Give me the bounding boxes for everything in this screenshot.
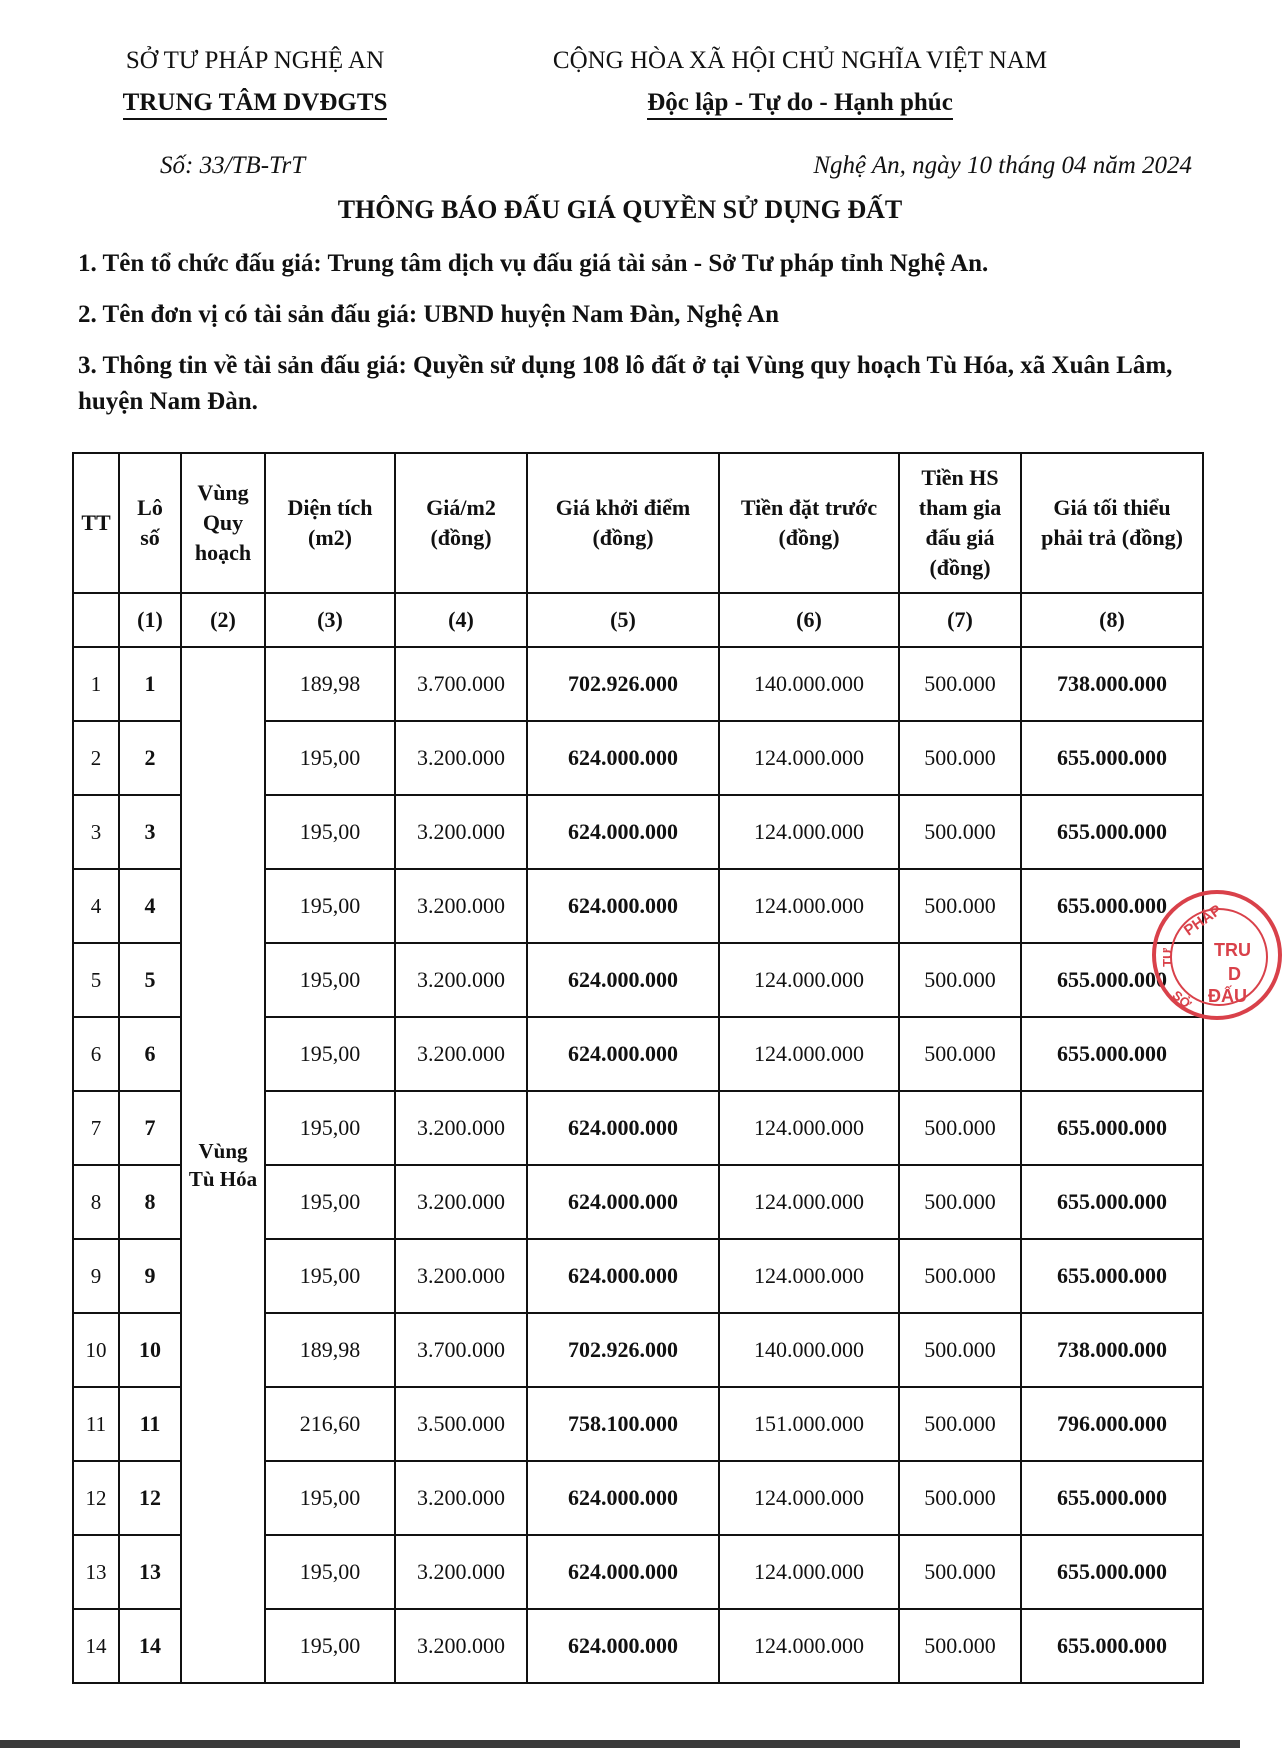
row-lot: 9: [119, 1239, 181, 1313]
row-min-price: 655.000.000: [1021, 1461, 1203, 1535]
row-fee: 500.000: [899, 647, 1021, 721]
row-lot: 10: [119, 1313, 181, 1387]
row-min-price: 655.000.000: [1021, 869, 1203, 943]
document-number: Số: 33/TB-TrT: [160, 152, 306, 179]
row-start-price: 624.000.000: [527, 1535, 719, 1609]
index-cell: (7): [899, 593, 1021, 647]
row-fee: 500.000: [899, 721, 1021, 795]
row-fee: 500.000: [899, 1017, 1021, 1091]
row-deposit: 124.000.000: [719, 1017, 899, 1091]
row-deposit: 124.000.000: [719, 795, 899, 869]
column-index-row: [73, 593, 1203, 647]
row-area: 189,98: [265, 647, 395, 721]
row-price-m2: 3.200.000: [395, 1535, 527, 1609]
row-deposit: 124.000.000: [719, 721, 899, 795]
row-fee: 500.000: [899, 869, 1021, 943]
row-min-price: 655.000.000: [1021, 721, 1203, 795]
row-lot: 3: [119, 795, 181, 869]
row-lot: 1: [119, 647, 181, 721]
row-start-price: 624.000.000: [527, 795, 719, 869]
row-fee: 500.000: [899, 1387, 1021, 1461]
row-fee: 500.000: [899, 1535, 1021, 1609]
row-price-m2: 3.200.000: [395, 795, 527, 869]
row-lot: 11: [119, 1387, 181, 1461]
row-min-price: 738.000.000: [1021, 647, 1203, 721]
row-fee: 500.000: [899, 1091, 1021, 1165]
row-tt: 7: [73, 1091, 119, 1165]
header-zone: Vùng Quy hoạch: [181, 453, 265, 593]
row-lot: 14: [119, 1609, 181, 1683]
document-date: Nghệ An, ngày 10 tháng 04 năm 2024: [813, 152, 1192, 179]
row-area: 195,00: [265, 795, 395, 869]
row-area: 195,00: [265, 869, 395, 943]
issuer-block: [70, 40, 440, 124]
row-area: 195,00: [265, 1017, 395, 1091]
row-area: 195,00: [265, 721, 395, 795]
row-deposit: 124.000.000: [719, 1461, 899, 1535]
row-deposit: 151.000.000: [719, 1387, 899, 1461]
row-price-m2: 3.700.000: [395, 1313, 527, 1387]
row-area: 195,00: [265, 1239, 395, 1313]
row-start-price: 624.000.000: [527, 1461, 719, 1535]
row-area: 195,00: [265, 1165, 395, 1239]
national-motto: Độc lập - Tự do - Hạnh phúc: [647, 88, 953, 120]
row-min-price: 796.000.000: [1021, 1387, 1203, 1461]
row-min-price: 655.000.000: [1021, 1165, 1203, 1239]
row-price-m2: 3.200.000: [395, 943, 527, 1017]
row-start-price: 624.000.000: [527, 1017, 719, 1091]
row-lot: 5: [119, 943, 181, 1017]
row-price-m2: 3.200.000: [395, 1609, 527, 1683]
row-deposit: 124.000.000: [719, 1091, 899, 1165]
index-cell: (6): [719, 593, 899, 647]
scan-edge: [0, 1740, 1240, 1748]
row-lot: 6: [119, 1017, 181, 1091]
row-deposit: 124.000.000: [719, 1165, 899, 1239]
row-price-m2: 3.200.000: [395, 1239, 527, 1313]
row-lot: 13: [119, 1535, 181, 1609]
row-lot: 2: [119, 721, 181, 795]
index-cell: (5): [527, 593, 719, 647]
header-min-price: Giá tối thiểu phải trả (đồng): [1021, 453, 1203, 593]
header-tt: TT: [73, 453, 119, 593]
table-row: [73, 647, 1203, 721]
row-fee: 500.000: [899, 1609, 1021, 1683]
row-deposit: 124.000.000: [719, 943, 899, 1017]
row-fee: 500.000: [899, 1165, 1021, 1239]
row-start-price: 702.926.000: [527, 647, 719, 721]
row-tt: 9: [73, 1239, 119, 1313]
table-header-row: [73, 453, 1203, 593]
row-area: 195,00: [265, 943, 395, 1017]
row-area: 195,00: [265, 1091, 395, 1165]
row-price-m2: 3.200.000: [395, 1091, 527, 1165]
header-lot: Lô số: [119, 453, 181, 593]
row-start-price: 702.926.000: [527, 1313, 719, 1387]
row-tt: 11: [73, 1387, 119, 1461]
row-min-price: 655.000.000: [1021, 1239, 1203, 1313]
row-deposit: 124.000.000: [719, 1609, 899, 1683]
row-deposit: 140.000.000: [719, 647, 899, 721]
row-tt: 14: [73, 1609, 119, 1683]
row-start-price: 624.000.000: [527, 721, 719, 795]
row-price-m2: 3.200.000: [395, 721, 527, 795]
row-min-price: 655.000.000: [1021, 1535, 1203, 1609]
header-price-m2: Giá/m2 (đồng): [395, 453, 527, 593]
row-fee: 500.000: [899, 1239, 1021, 1313]
row-min-price: 655.000.000: [1021, 1091, 1203, 1165]
index-cell: (3): [265, 593, 395, 647]
row-price-m2: 3.200.000: [395, 1461, 527, 1535]
asset-owner: 2. Tên đơn vị có tài sản đấu giá: UBND huyện Nam Đàn, Nghệ An: [78, 301, 780, 328]
index-cell: (4): [395, 593, 527, 647]
row-lot: 7: [119, 1091, 181, 1165]
index-cell: (8): [1021, 593, 1203, 647]
row-fee: 500.000: [899, 1313, 1021, 1387]
row-lot: 12: [119, 1461, 181, 1535]
row-start-price: 624.000.000: [527, 869, 719, 943]
row-price-m2: 3.700.000: [395, 647, 527, 721]
header-start-price: Giá khởi điểm (đồng): [527, 453, 719, 593]
row-min-price: 655.000.000: [1021, 943, 1203, 1017]
row-area: 189,98: [265, 1313, 395, 1387]
row-start-price: 624.000.000: [527, 1239, 719, 1313]
row-price-m2: 3.200.000: [395, 1165, 527, 1239]
issuer-department: SỞ TƯ PHÁP NGHỆ AN: [125, 47, 385, 74]
row-tt: 2: [73, 721, 119, 795]
row-price-m2: 3.200.000: [395, 869, 527, 943]
index-cell-empty: [73, 593, 119, 647]
zone-cell: Vùng Tù Hóa: [181, 647, 265, 1683]
header-fee: Tiền HS tham gia đấu giá (đồng): [899, 453, 1021, 593]
official-seal: PHÁP TRU D ĐẤU TƯ SỞ: [1152, 890, 1282, 1020]
row-area: 216,60: [265, 1387, 395, 1461]
row-tt: 8: [73, 1165, 119, 1239]
row-tt: 5: [73, 943, 119, 1017]
row-area: 195,00: [265, 1609, 395, 1683]
row-tt: 4: [73, 869, 119, 943]
header-deposit: Tiền đặt trước (đồng): [719, 453, 899, 593]
row-min-price: 655.000.000: [1021, 1017, 1203, 1091]
row-deposit: 124.000.000: [719, 869, 899, 943]
header-area: Diện tích (m2): [265, 453, 395, 593]
row-tt: 12: [73, 1461, 119, 1535]
row-lot: 4: [119, 869, 181, 943]
row-fee: 500.000: [899, 795, 1021, 869]
row-deposit: 124.000.000: [719, 1535, 899, 1609]
row-tt: 1: [73, 647, 119, 721]
row-price-m2: 3.200.000: [395, 1017, 527, 1091]
row-lot: 8: [119, 1165, 181, 1239]
row-deposit: 140.000.000: [719, 1313, 899, 1387]
row-start-price: 624.000.000: [527, 1091, 719, 1165]
row-min-price: 655.000.000: [1021, 1609, 1203, 1683]
national-motto-block: [520, 40, 1080, 124]
row-area: 195,00: [265, 1461, 395, 1535]
row-tt: 10: [73, 1313, 119, 1387]
row-min-price: 738.000.000: [1021, 1313, 1203, 1387]
row-deposit: 124.000.000: [719, 1239, 899, 1313]
row-start-price: 624.000.000: [527, 943, 719, 1017]
row-fee: 500.000: [899, 1461, 1021, 1535]
row-tt: 13: [73, 1535, 119, 1609]
row-fee: 500.000: [899, 943, 1021, 1017]
document-title: THÔNG BÁO ĐẤU GIÁ QUYỀN SỬ DỤNG ĐẤT: [337, 195, 903, 224]
index-cell: (1): [119, 593, 181, 647]
row-tt: 3: [73, 795, 119, 869]
row-start-price: 624.000.000: [527, 1165, 719, 1239]
lot-table: [72, 452, 1204, 1684]
row-tt: 6: [73, 1017, 119, 1091]
auction-organization: 1. Tên tổ chức đấu giá: Trung tâm dịch vụ đấu giá tài sản - Sở Tư pháp tỉnh Nghệ An.: [78, 250, 989, 277]
row-price-m2: 3.500.000: [395, 1387, 527, 1461]
row-min-price: 655.000.000: [1021, 795, 1203, 869]
row-start-price: 758.100.000: [527, 1387, 719, 1461]
row-start-price: 624.000.000: [527, 1609, 719, 1683]
row-area: 195,00: [265, 1535, 395, 1609]
index-cell: (2): [181, 593, 265, 647]
asset-info: 3. Thông tin về tài sản đấu giá: Quyền sử dụng 108 lô đất ở tại Vùng quy hoạch Tù Hóa, xã Xuân Lâm, huyện Nam Đàn.: [78, 352, 1173, 415]
country-name: CỘNG HÒA XÃ HỘI CHỦ NGHĨA VIỆT NAM: [552, 47, 1048, 74]
issuer-center: TRUNG TÂM DVĐGTS: [123, 88, 388, 120]
